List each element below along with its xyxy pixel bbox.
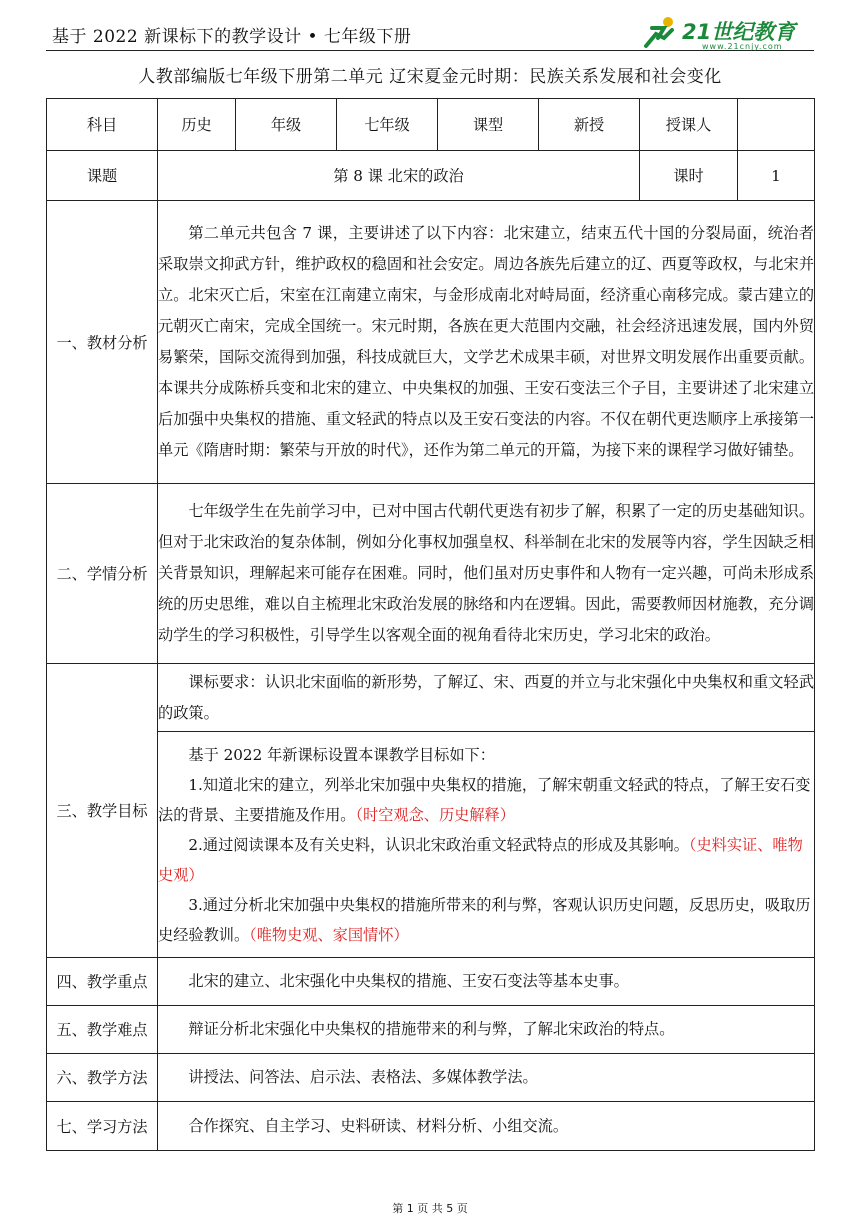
section-textbook-analysis bbox=[47, 201, 815, 484]
subject-value: 历史 bbox=[158, 99, 236, 151]
grade-label: 年级 bbox=[236, 99, 337, 151]
lesson-type-label: 课型 bbox=[438, 99, 539, 151]
section-label: 六、教学方法 bbox=[47, 1054, 158, 1102]
textbook-analysis-text: 第二单元共包含 7 课，主要讲述了以下内容：北宋建立，结束五代十国的分裂局面，统治者采取崇文抑武方针，维护政权的稳固和社会安定。周边各族先后建立的辽、西夏等政权，与北宋并立。北宋灭亡后，宋室在江南建立南宋，与金形成南北对峙局面，经济重心南移完成。蒙古建立的元朝灭亡南宋，完成全国统一。宋元时期，各族在更大范围内交融，社会经济迅速发展，国内外贸易繁荣，国际交流得到加强，科技成就巨大，文学艺术成果丰硕，对世界文明发展作出重要贡献。本课共分成陈桥兵变和北宋的建立、中央集权的加强、王安石变法三个子目，主要讲述了北宋建立后加强中央集权的措施、重文轻武的特点以及王安石变法的内容。不仅在朝代更迭顺序上承接第一单元《隋唐时期：繁荣与开放的时代》，还作为第二单元的开篇，为接下来的课程学习做好铺垫。 bbox=[158, 201, 815, 484]
difficulties-text: 辩证分析北宋强化中央集权的措施带来的利与弊，了解北宋政治的特点。 bbox=[158, 1006, 815, 1054]
objective-text: 2.通过阅读课本及有关史料，认识北宋政治重文轻武特点的形成及其影响。 bbox=[188, 835, 689, 854]
objective-item bbox=[158, 830, 814, 890]
curriculum-standard-text: 课标要求：认识北宋面临的新形势，了解辽、宋、西夏的并立与北宋强化中央集权和重文轻武的政策。 bbox=[158, 664, 815, 732]
unit-subtitle: 人教部编版七年级下册第二单元 辽宋夏金元时期：民族关系发展和社会变化 bbox=[138, 67, 722, 87]
section-objectives-standard bbox=[47, 664, 815, 732]
section-teaching-methods bbox=[47, 1054, 815, 1102]
section-label: 四、教学重点 bbox=[47, 958, 158, 1006]
runner-logo-icon bbox=[638, 16, 682, 50]
footer-suffix: 页 bbox=[456, 1202, 468, 1215]
competency-tag: （时空观念、历史解释） bbox=[355, 805, 515, 824]
info-row bbox=[47, 99, 815, 151]
section-label: 七、学习方法 bbox=[47, 1102, 158, 1151]
lesson-plan-table bbox=[46, 98, 815, 1151]
lesson-type-value: 新授 bbox=[539, 99, 640, 151]
section-student-analysis bbox=[47, 484, 815, 664]
competency-tag: （唯物史观、家国情怀） bbox=[249, 925, 409, 944]
grade-value: 七年级 bbox=[337, 99, 438, 151]
section-objectives-goals bbox=[47, 732, 815, 958]
section-learning-methods bbox=[47, 1102, 815, 1151]
objective-text: 3.通过分析北宋加强中央集权的措施所带来的利与弊，客观认识历史问题，反思历史，吸取历史经验教训。 bbox=[158, 895, 811, 944]
topic-label: 课题 bbox=[47, 151, 158, 201]
hours-label: 课时 bbox=[640, 151, 738, 201]
section-label: 二、学情分析 bbox=[47, 484, 158, 664]
key-points-text: 北宋的建立、北宋强化中央集权的措施、王安石变法等基本史事。 bbox=[158, 958, 815, 1006]
teacher-label: 授课人 bbox=[640, 99, 738, 151]
objective-item bbox=[158, 890, 814, 950]
topic-value: 第 8 课 北宋的政治 bbox=[158, 151, 640, 201]
hours-value: 1 bbox=[738, 151, 815, 201]
subject-label: 科目 bbox=[47, 99, 158, 151]
teaching-methods-text: 讲授法、问答法、启示法、表格法、多媒体教学法。 bbox=[158, 1054, 815, 1102]
section-label: 三、教学目标 bbox=[47, 664, 158, 958]
objectives-cell bbox=[158, 732, 815, 958]
logo-url: www.21cnjy.com bbox=[702, 42, 783, 51]
section-difficulties bbox=[47, 1006, 815, 1054]
page-footer bbox=[0, 1200, 860, 1216]
header-title: 基于 2022 新课标下的教学设计 • 七年级下册 bbox=[52, 27, 412, 47]
footer-prefix: 第 bbox=[392, 1202, 404, 1215]
current-page-number: 1 bbox=[406, 1202, 414, 1215]
section-label: 五、教学难点 bbox=[47, 1006, 158, 1054]
section-key-points bbox=[47, 958, 815, 1006]
objective-item bbox=[158, 770, 814, 830]
objectives-intro: 基于 2022 年新课标设置本课教学目标如下： bbox=[188, 745, 495, 764]
page-header bbox=[46, 14, 814, 51]
learning-methods-text: 合作探究、自主学习、史料研读、材料分析、小组交流。 bbox=[158, 1102, 815, 1151]
section-label: 一、教材分析 bbox=[47, 201, 158, 484]
total-pages: 5 bbox=[446, 1202, 454, 1215]
site-logo bbox=[638, 14, 808, 54]
footer-mid: 页 共 bbox=[417, 1202, 443, 1215]
teacher-value bbox=[738, 99, 815, 151]
competency-tag: （史料实证、唯物史观） bbox=[158, 835, 803, 884]
topic-row bbox=[47, 151, 815, 201]
student-analysis-text: 七年级学生在先前学习中，已对中国古代朝代更迭有初步了解，积累了一定的历史基础知识。但对于北宋政治的复杂体制，例如分化事权加强皇权、科举制在北宋的发展等内容，学生因缺乏相关背景知识，理解起来可能存在困难。同时，他们虽对历史事件和人物有一定兴趣，可尚未形成系统的历史思维，难以自主梳理北宋政治发展的脉络和内在逻辑。因此，需要教师因材施教，充分调动学生的学习积极性，引导学生以客观全面的视角看待北宋历史，学习北宋的政治。 bbox=[158, 484, 815, 664]
objective-text: 1.知道北宋的建立，列举北宋加强中央集权的措施，了解宋朝重文轻武的特点，了解王安石变法的背景、主要措施及作用。 bbox=[158, 775, 811, 824]
logo-wordmark: 21世纪教育 bbox=[682, 20, 796, 44]
